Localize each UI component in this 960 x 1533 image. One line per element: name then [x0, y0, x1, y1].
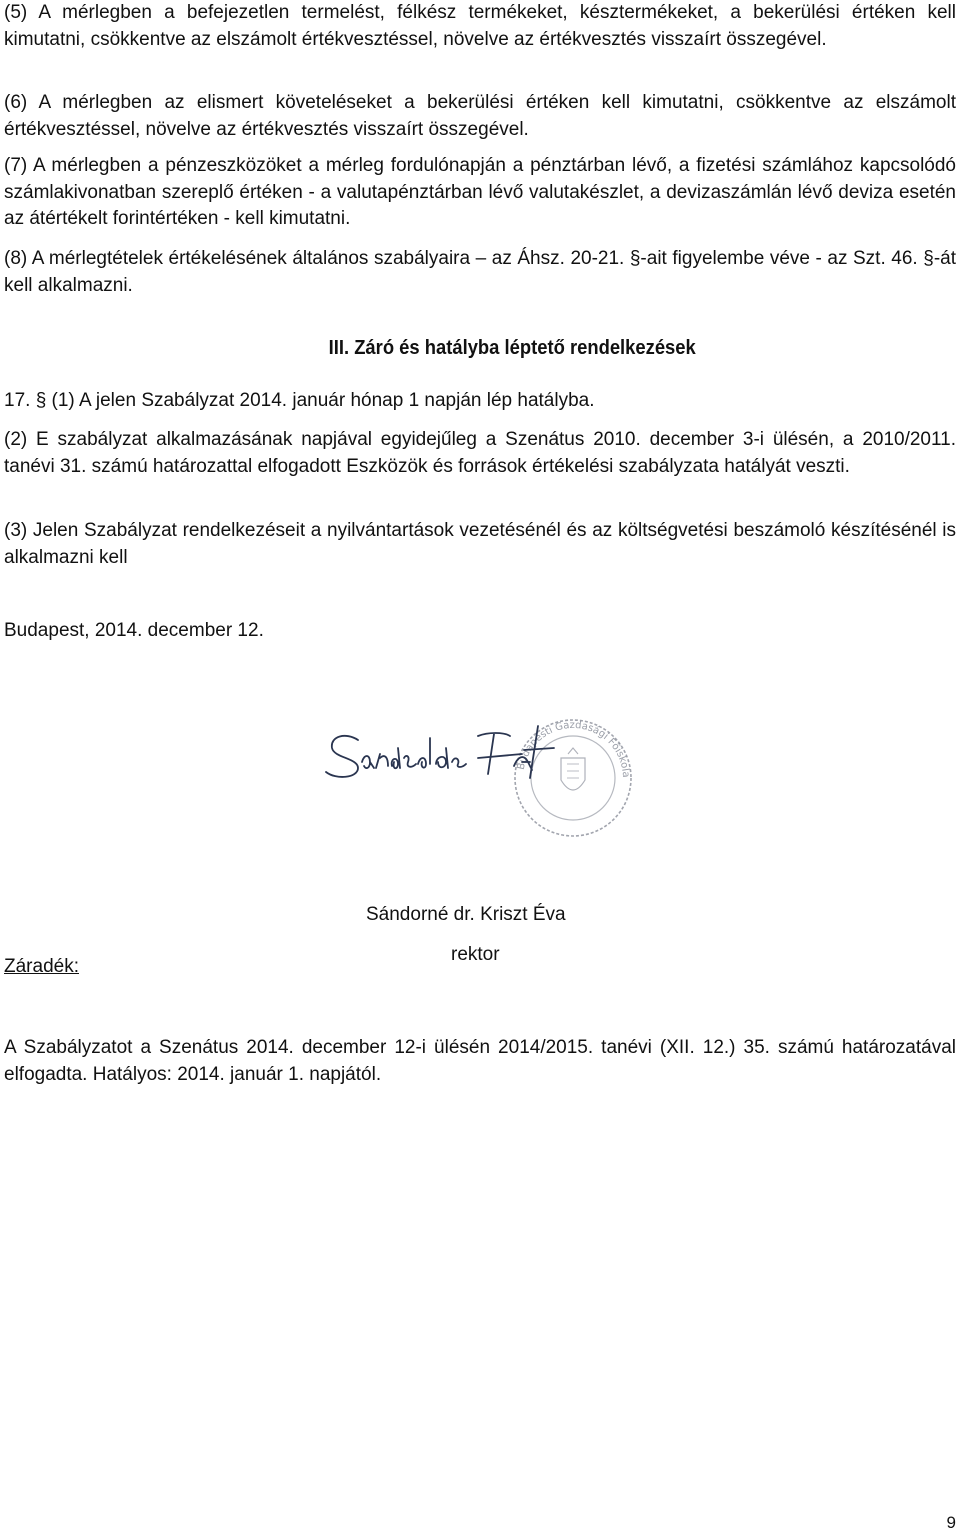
handwritten-signature	[326, 726, 554, 778]
signer-name: Sándorné dr. Kriszt Éva	[366, 904, 566, 925]
signature-image	[318, 718, 638, 848]
stamp-text: Budapesti Gazdasági Főiskola	[515, 719, 632, 778]
signature-with-stamp	[318, 718, 638, 848]
paragraph-5: (5) A mérlegben a befejezetlen termelést, félkész termékeket, késztermékeket, a bekerülési értéken kell kimutatni, csökkentve az elszámolt értékvesztéssel, növelve az értékvesztés visszaírt összegével.	[4, 2, 956, 50]
paragraph-6: (6) A mérlegben az elismert követeléseket a bekerülési értéken kell kimutatni, csökkentve az elszámolt értékvesztéssel, növelve az értékvesztés visszaírt összegével.	[4, 92, 956, 140]
section-heading-text: III. Záró és hatályba léptető rendelkezések	[328, 337, 696, 359]
official-stamp	[515, 720, 631, 836]
place-date: Budapest, 2014. december 12.	[4, 620, 264, 641]
page-number: 9	[946, 1513, 956, 1532]
zaradek-label: Záradék:	[4, 956, 79, 977]
section-17-3: (3) Jelen Szabályzat rendelkezéseit a nyilvántartások vezetésénél és az költségvetési beszámoló készítésénél is alkalmazni kell	[4, 520, 956, 568]
section-17-1: 17. § (1) A jelen Szabályzat 2014. január hónap 1 napján lép hatályba.	[4, 390, 595, 411]
zaradek-text: A Szabályzatot a Szenátus 2014. december 12-i ülésén 2014/2015. tanévi (XII. 12.) 35. számú határozatával elfogadta. Hatályos: 2014. január 1. napjától.	[4, 1037, 956, 1085]
paragraph-8: (8) A mérlegtételek értékelésének általános szabályaira – az Áhsz. 20-21. §-ait figyelembe véve - az Szt. 46. §-át kell alkalmazni.	[4, 248, 956, 296]
section-heading	[38, 337, 921, 360]
paragraph-7: (7) A mérlegben a pénzeszközöket a mérleg fordulónapján a pénztárban lévő, a fizetési számlához kapcsolódó számlakivonatban szereplő értéken - a valutapénztárban lévő valutakészlet, a devizaszámlán lévő deviza esetén az átértékelt forintértéken - kell kimutatni.	[4, 155, 956, 229]
section-17-2: (2) E szabályzat alkalmazásának napjával egyidejűleg a Szenátus 2010. december 3-i ülésén, a 2010/2011. tanévi 31. számú határozattal elfogadott Eszközök és források értékelési szabályzata hatályát veszti.	[4, 429, 956, 477]
signer-title: rektor	[451, 944, 500, 965]
